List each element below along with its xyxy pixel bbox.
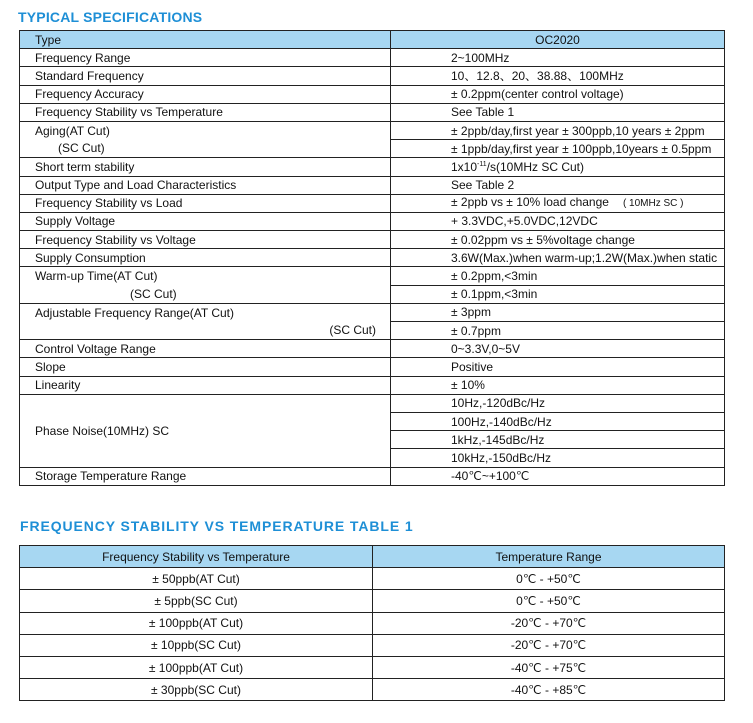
row-value: ± 10%	[391, 376, 725, 394]
row-value: 100Hz,-140dBc/Hz	[391, 412, 725, 430]
row-value: See Table 2	[391, 176, 725, 194]
table-row	[20, 103, 725, 121]
table-row	[20, 67, 725, 85]
temperature-range-cell: -20℃ - +70℃	[373, 612, 725, 634]
row-value: ± 1ppb/day,first year ± 100ppb,10years ± 0.5ppm	[391, 140, 725, 158]
row-value: Positive	[391, 358, 725, 376]
table-header-row	[20, 31, 725, 49]
table-row	[20, 467, 725, 485]
table-row	[20, 85, 725, 103]
row-label: (SC Cut)	[20, 140, 391, 158]
stability-cell: ± 5ppb(SC Cut)	[20, 590, 373, 612]
row-value: ± 0.7ppm	[391, 322, 725, 340]
table-row	[20, 303, 725, 321]
temperature-range-cell: -20℃ - +70℃	[373, 634, 725, 656]
row-label: (SC Cut)	[20, 285, 391, 303]
temperature-range-cell: 0℃ - +50℃	[373, 568, 725, 590]
row-value: ± 0.1ppm,<3min	[391, 285, 725, 303]
temperature-range-cell: -40℃ - +75℃	[373, 656, 725, 678]
row-label: Short term stability	[20, 158, 391, 176]
row-label: Adjustable Frequency Range(AT Cut)	[20, 303, 391, 321]
row-value	[391, 194, 725, 212]
table-row	[20, 590, 725, 612]
row-value: ± 0.02ppm vs ± 5%voltage change	[391, 231, 725, 249]
row-label: Frequency Accuracy	[20, 85, 391, 103]
table-row	[20, 285, 725, 303]
temperature-range-cell: -40℃ - +85℃	[373, 679, 725, 701]
row-value: 2~100MHz	[391, 49, 725, 67]
value-exponent: -11	[477, 160, 487, 168]
table-row	[20, 140, 725, 158]
table-row	[20, 358, 725, 376]
specifications-table	[19, 30, 725, 486]
row-value: ± 2ppb/day,first year ± 300ppb,10 years ± 2ppm	[391, 121, 725, 139]
stability-cell: ± 30ppb(SC Cut)	[20, 679, 373, 701]
table-row	[20, 121, 725, 139]
stability-cell: ± 10ppb(SC Cut)	[20, 634, 373, 656]
row-value: ± 3ppm	[391, 303, 725, 321]
value-base: 1x10	[451, 159, 478, 174]
row-value: 10kHz,-150dBc/Hz	[391, 449, 725, 467]
table-row	[20, 322, 725, 340]
page-title: TYPICAL SPECIFICATIONS	[18, 9, 203, 25]
table-row	[20, 568, 725, 590]
row-value: ± 0.2ppm,<3min	[391, 267, 725, 285]
row-value	[391, 158, 725, 176]
row-label: (SC Cut)	[20, 322, 391, 340]
row-label: Control Voltage Range	[20, 340, 391, 358]
row-label: Frequency Stability vs Temperature	[20, 103, 391, 121]
column-header: Frequency Stability vs Temperature	[20, 546, 373, 568]
temperature-range-cell: 0℃ - +50℃	[373, 590, 725, 612]
table-row	[20, 679, 725, 701]
row-label: Phase Noise(10MHz) SC	[20, 394, 391, 467]
table-row	[20, 49, 725, 67]
table-row	[20, 267, 725, 285]
header-model: OC2020	[391, 31, 725, 49]
stability-cell: ± 100ppb(AT Cut)	[20, 612, 373, 634]
row-label: Linearity	[20, 376, 391, 394]
table-row	[20, 158, 725, 176]
table-row	[20, 212, 725, 230]
temperature-stability-table	[19, 545, 725, 701]
row-label: Supply Voltage	[20, 212, 391, 230]
value-note: ( 10MHz SC )	[622, 198, 684, 210]
row-value: 0~3.3V,0~5V	[391, 340, 725, 358]
row-label: Frequency Range	[20, 49, 391, 67]
table-row	[20, 194, 725, 212]
table-row	[20, 656, 725, 678]
row-value: 10、12.8、20、38.88、100MHz	[391, 67, 725, 85]
row-label: Supply Consumption	[20, 249, 391, 267]
table-row	[20, 176, 725, 194]
row-value: 3.6W(Max.)when warm-up;1.2W(Max.)when static	[391, 249, 725, 267]
table-row	[20, 634, 725, 656]
table-row	[20, 394, 725, 412]
row-label: Warm-up Time(AT Cut)	[20, 267, 391, 285]
table-row	[20, 231, 725, 249]
column-header: Temperature Range	[373, 546, 725, 568]
value-unit: /s(10MHz SC Cut)	[486, 159, 584, 174]
row-label: Output Type and Load Characteristics	[20, 176, 391, 194]
section-title: FREQUENCY STABILITY VS TEMPERATURE TABLE 1	[20, 518, 414, 534]
row-label: Aging(AT Cut)	[20, 121, 391, 139]
table-row	[20, 376, 725, 394]
row-value: -40℃~+100℃	[391, 467, 725, 485]
row-label: Standard Frequency	[20, 67, 391, 85]
row-label: Slope	[20, 358, 391, 376]
header-type-label: Type	[20, 31, 391, 49]
row-value: ± 0.2ppm(center control voltage)	[391, 85, 725, 103]
table-row	[20, 340, 725, 358]
table-header-row	[20, 546, 725, 568]
row-value: See Table 1	[391, 103, 725, 121]
row-label: Frequency Stability vs Voltage	[20, 231, 391, 249]
stability-cell: ± 100ppb(AT Cut)	[20, 656, 373, 678]
row-value: + 3.3VDC,+5.0VDC,12VDC	[391, 212, 725, 230]
row-value: 1kHz,-145dBc/Hz	[391, 431, 725, 449]
row-label: Frequency Stability vs Load	[20, 194, 391, 212]
table-row	[20, 249, 725, 267]
value-main: ± 2ppb vs ± 10% load change	[451, 195, 609, 210]
row-value: 10Hz,-120dBc/Hz	[391, 394, 725, 412]
stability-cell: ± 50ppb(AT Cut)	[20, 568, 373, 590]
row-label: Storage Temperature Range	[20, 467, 391, 485]
table-row	[20, 612, 725, 634]
